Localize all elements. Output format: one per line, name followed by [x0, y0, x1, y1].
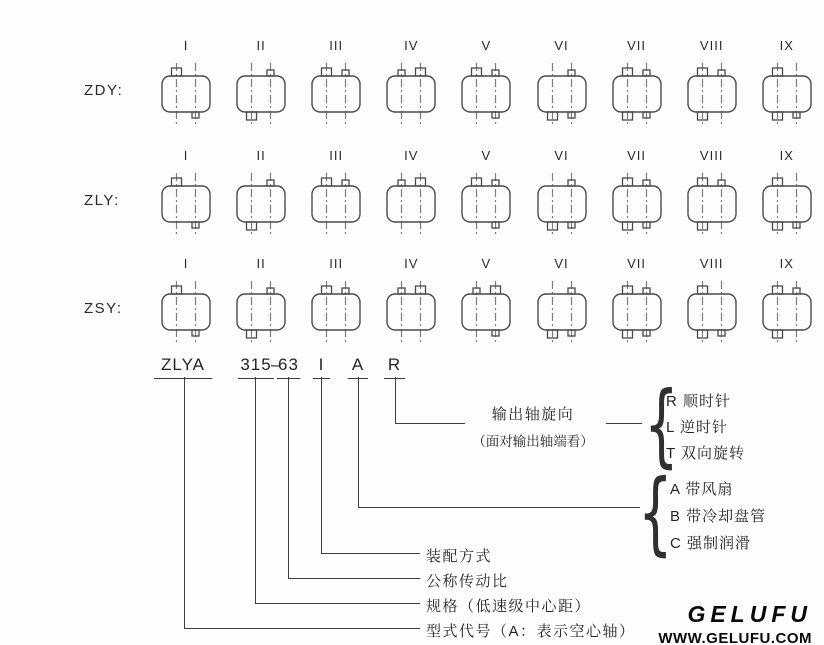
form-numeral: VI [554, 256, 569, 271]
model-part-assembly: I [313, 355, 330, 379]
rotation-option-r: R 顺时针 [666, 393, 732, 410]
form-numeral: IX [779, 38, 794, 53]
assembly-form-zly-iii [300, 146, 372, 236]
model-part-ratio: 63 [277, 355, 300, 379]
cooling-option-c: C 强制润滑 [670, 535, 752, 552]
gearbox-icon [450, 280, 522, 344]
leader-vline-spec [255, 377, 256, 603]
gearbox-icon [375, 62, 447, 126]
leader-hline-rotation-left [395, 423, 465, 424]
model-part-rotation: R [384, 355, 405, 379]
assembly-form-zly-vi [526, 146, 598, 236]
gearbox-icon [300, 280, 372, 344]
gearbox-icon [751, 280, 823, 344]
form-numeral: VIII [699, 38, 724, 53]
form-numeral: I [183, 256, 189, 271]
form-numeral: IX [779, 148, 794, 163]
form-numeral: IV [404, 38, 419, 53]
logo-brand-text: GELUFU [687, 601, 812, 627]
form-numeral: V [481, 256, 492, 271]
assembly-form-zly-v [450, 146, 522, 236]
assembly-form-zsy-iii [300, 254, 372, 344]
model-part-cooling: A [348, 355, 368, 379]
assembly-form-zsy-ii [225, 254, 297, 344]
model-part-spec: 315 [238, 355, 274, 379]
cooling-options-brace: { [638, 459, 673, 565]
gearbox-icon [150, 172, 222, 236]
gelufu-logo [658, 601, 812, 645]
leader-vline-type [184, 377, 185, 628]
model-part-type: ZLYA [154, 355, 212, 379]
cooling-option-b: B 带冷却盘管 [670, 508, 767, 525]
form-numeral: IV [404, 148, 419, 163]
form-numeral: III [329, 256, 344, 271]
form-numeral: II [256, 148, 266, 163]
gearbox-icon [450, 172, 522, 236]
specification-label: 规格（低速级中心距） [426, 598, 592, 615]
assembly-form-zly-iv [375, 146, 447, 236]
assembly-form-zsy-i [150, 254, 222, 344]
assembly-form-zsy-viii [676, 254, 748, 344]
gearbox-icon [676, 62, 748, 126]
leader-hline-cooling [358, 507, 640, 508]
leader-vline-ratio [288, 377, 289, 578]
assembly-form-zly-ii [225, 146, 297, 236]
assembly-form-zly-viii [676, 146, 748, 236]
rotation-direction-subtitle: （面对输出轴端看） [472, 434, 594, 449]
leader-hline-spec [255, 603, 420, 604]
form-numeral: II [256, 38, 266, 53]
form-numeral: VI [554, 38, 569, 53]
form-numeral: VII [627, 256, 647, 271]
gearbox-icon [300, 62, 372, 126]
form-numeral: VI [554, 148, 569, 163]
assembly-form-zly-vii [601, 146, 673, 236]
assembly-form-zsy-iv [375, 254, 447, 344]
form-numeral: VII [627, 38, 647, 53]
gearbox-icon [150, 62, 222, 126]
leader-hline-rotation-right [606, 423, 642, 424]
gearbox-icon [450, 62, 522, 126]
assembly-form-zdy-iv [375, 36, 447, 126]
assembly-form-zdy-ix [751, 36, 823, 126]
gearbox-icon [526, 280, 598, 344]
nominal-ratio-label: 公称传动比 [426, 573, 509, 590]
form-numeral: V [481, 148, 492, 163]
gearbox-icon [300, 172, 372, 236]
leader-hline-assembly [321, 553, 420, 554]
leader-vline-rotation [395, 377, 396, 423]
rotation-option-t: T 双向旋转 [666, 445, 746, 462]
assembly-form-zdy-iii [300, 36, 372, 126]
form-numeral: I [183, 38, 189, 53]
assembly-form-zsy-vii [601, 254, 673, 344]
gearbox-icon [375, 172, 447, 236]
gearbox-icon [225, 280, 297, 344]
assembly-form-zdy-ii [225, 36, 297, 126]
leader-hline-ratio [288, 578, 420, 579]
assembly-form-zdy-i [150, 36, 222, 126]
series-label-zsy: ZSY: [84, 300, 123, 317]
assembly-form-zdy-vii [601, 36, 673, 126]
gearbox-icon [751, 172, 823, 236]
form-numeral: IV [404, 256, 419, 271]
form-numeral: II [256, 256, 266, 271]
leader-hline-type [184, 628, 420, 629]
model-part-dash: – [271, 355, 281, 374]
type-code-label: 型式代号（A：表示空心轴） [426, 623, 636, 640]
form-numeral: VII [627, 148, 647, 163]
gearbox-icon [676, 280, 748, 344]
rotation-options-brace: { [644, 371, 679, 477]
assembly-form-zdy-v [450, 36, 522, 126]
gearbox-icon [676, 172, 748, 236]
gearbox-icon [751, 62, 823, 126]
gearbox-icon [601, 172, 673, 236]
leader-vline-cooling [358, 377, 359, 507]
gearbox-icon [526, 62, 598, 126]
gearbox-icon [225, 172, 297, 236]
series-label-zdy: ZDY: [84, 82, 124, 99]
rotation-option-l: L 逆时针 [666, 419, 728, 436]
assembly-form-zsy-v [450, 254, 522, 344]
gearbox-icon [526, 172, 598, 236]
form-numeral: III [329, 38, 344, 53]
form-numeral: III [329, 148, 344, 163]
rotation-direction-label [465, 403, 601, 450]
assembly-form-zdy-vi [526, 36, 598, 126]
cooling-option-a: A 带风扇 [670, 481, 734, 498]
logo-website-text: WWW.GELUFU.COM [658, 630, 812, 645]
assembly-form-zsy-ix [751, 254, 823, 344]
form-numeral: I [183, 148, 189, 163]
form-numeral: IX [779, 256, 794, 271]
gearbox-icon [150, 280, 222, 344]
form-numeral: V [481, 38, 492, 53]
form-numeral: VIII [699, 148, 724, 163]
rotation-direction-title: 输出轴旋向 [491, 406, 575, 423]
gearbox-icon [375, 280, 447, 344]
form-numeral: VIII [699, 256, 724, 271]
assembly-form-zly-ix [751, 146, 823, 236]
leader-vline-assembly [321, 377, 322, 553]
series-label-zly: ZLY: [84, 192, 120, 209]
assembly-method-label: 装配方式 [426, 548, 493, 565]
assembly-form-zdy-viii [676, 36, 748, 126]
assembly-form-zly-i [150, 146, 222, 236]
gearbox-icon [601, 62, 673, 126]
gearbox-icon [601, 280, 673, 344]
gearbox-icon [225, 62, 297, 126]
assembly-form-zsy-vi [526, 254, 598, 344]
